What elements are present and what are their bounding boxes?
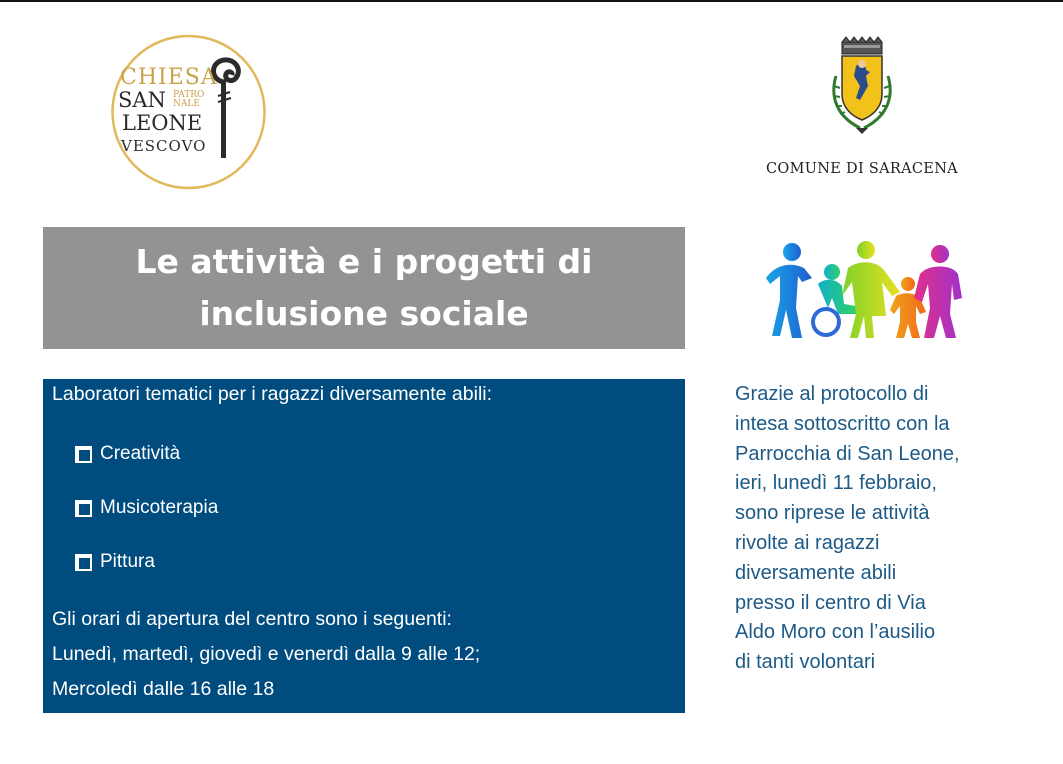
paragraph-line: sono riprese le attività [735, 502, 930, 525]
checkbox-icon [75, 500, 92, 517]
paragraph-line: intesa sottoscritto con la [735, 412, 950, 435]
comune-label: COMUNE DI SARACENA [766, 161, 958, 177]
announcement-paragraph [735, 380, 1025, 678]
paragraph-line: Parrocchia di San Leone, [735, 442, 960, 465]
checkbox-icon [75, 554, 92, 571]
paragraph-line: ieri, lunedì 11 febbraio, [735, 472, 937, 495]
inclusion-people-icon [762, 238, 962, 342]
paragraph-line: Aldo Moro con l’ausilio [735, 621, 936, 644]
church-logo-line2: SAN [118, 88, 166, 112]
activities-panel [43, 379, 685, 713]
paragraph-line: diversamente abili [735, 561, 897, 584]
church-logo-patronale: PATRO NALE [173, 90, 205, 109]
paragraph-line: Grazie al protocollo di [735, 383, 929, 405]
paragraph-line: rivolte ai ragazzi [735, 531, 880, 554]
town-crest-icon [826, 36, 898, 138]
church-logo-line4: VESCOVO [121, 137, 207, 155]
church-logo-line3: LEONE [122, 111, 203, 135]
hours-line-2: Mercoledì dalle 16 alle 18 [52, 678, 275, 700]
church-logo-line1: CHIESA [120, 65, 218, 90]
title-banner [43, 227, 685, 349]
list-item [75, 497, 218, 519]
checkbox-icon [75, 446, 92, 463]
list-item [75, 443, 180, 465]
paragraph-line: presso il centro di Via [735, 591, 926, 614]
top-border [0, 0, 1063, 2]
list-item-label: Pittura [100, 551, 155, 572]
hours-intro: Gli orari di apertura del centro sono i seguenti: [52, 608, 452, 630]
list-item [75, 551, 155, 573]
page-title: Le attività e i progetti di inclusione sociale [135, 242, 593, 333]
list-item-label: Creatività [100, 443, 181, 464]
list-item-label: Musicoterapia [100, 497, 219, 518]
paragraph-line: di tanti volontari [735, 651, 876, 674]
hours-line-1: Lunedì, martedì, giovedì e venerdì dalla 9 alle 12; [52, 643, 481, 665]
labs-intro: Laboratori tematici per i ragazzi diversamente abili: [52, 383, 493, 405]
church-logo [110, 30, 267, 194]
